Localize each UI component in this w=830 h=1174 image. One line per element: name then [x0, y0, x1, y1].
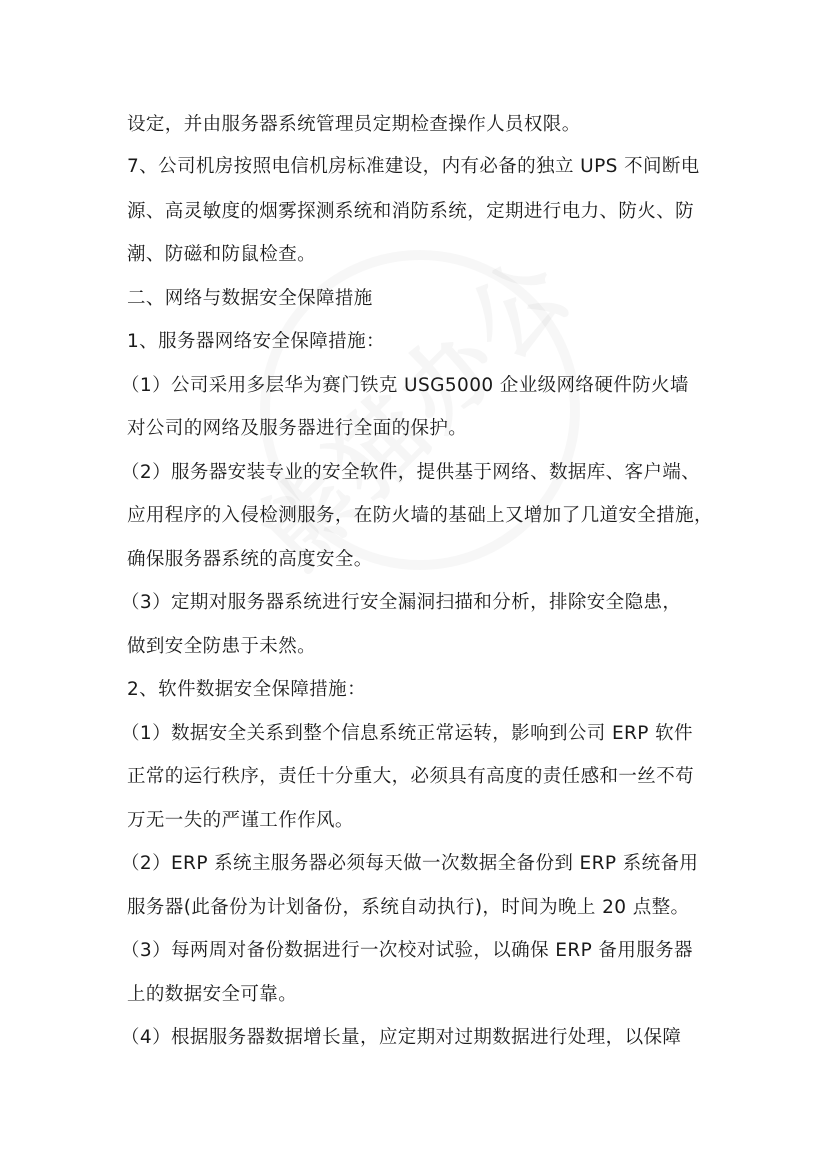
text-line: （4）根据服务器数据增长量，应定期对过期数据进行处理，以保障: [121, 1027, 682, 1048]
text-line: 确保服务器系统的高度安全。: [127, 549, 373, 570]
section-heading: 二、网络与数据安全保障措施: [127, 288, 373, 309]
text-line: （2）服务器安装专业的安全软件，提供基于网络、数据库、客户端、: [121, 462, 701, 483]
text-line: （3）每两周对备份数据进行一次校对试验，以确保 ERP 备用服务器: [121, 940, 693, 961]
text-line: 上的数据安全可靠。: [127, 984, 298, 1005]
text-line: 对公司的网络及服务器进行全面的保护。: [127, 418, 468, 439]
text-line: （2）ERP 系统主服务器必须每天做一次数据全备份到 ERP 系统备用: [121, 853, 699, 874]
text-line: （1）数据安全关系到整个信息系统正常运转，影响到公司 ERP 软件: [121, 723, 693, 744]
text-line: （3）定期对服务器系统进行安全漏洞扫描和分析，排除安全隐患，: [121, 592, 682, 613]
text-line: 7、公司机房按照电信机房标准建设，内有必备的独立 UPS 不间断电: [127, 156, 700, 177]
watermark-text: [226, 221, 597, 592]
text-line: 潮、防磁和防鼠检查。: [127, 244, 317, 265]
text-line: 万无一失的严谨工作作风。: [127, 810, 354, 831]
text-line: 正常的运行秩序，责任十分重大，必须具有高度的责任感和一丝不苟: [127, 766, 695, 787]
text-line: 设定，并由服务器系统管理员定期检查操作人员权限。: [127, 114, 581, 135]
subsection-heading: 2、软件数据安全保障措施：: [127, 679, 366, 700]
text-line: 源、高灵敏度的烟雾探测系统和消防系统，定期进行电力、防火、防: [127, 201, 695, 222]
text-line: 应用程序的入侵检测服务，在防火墙的基础上又增加了几道安全措施，: [127, 505, 713, 526]
text-line: 做到安全防患于未然。: [127, 636, 317, 657]
text-line: 服务器(此备份为计划备份，系统自动执行)，时间为晚上 20 点整。: [127, 897, 690, 918]
subsection-heading: 1、服务器网络安全保障措施：: [127, 331, 385, 352]
text-line: （1）公司采用多层华为赛门铁克 USG5000 企业级网络硬件防火墙: [121, 375, 689, 396]
